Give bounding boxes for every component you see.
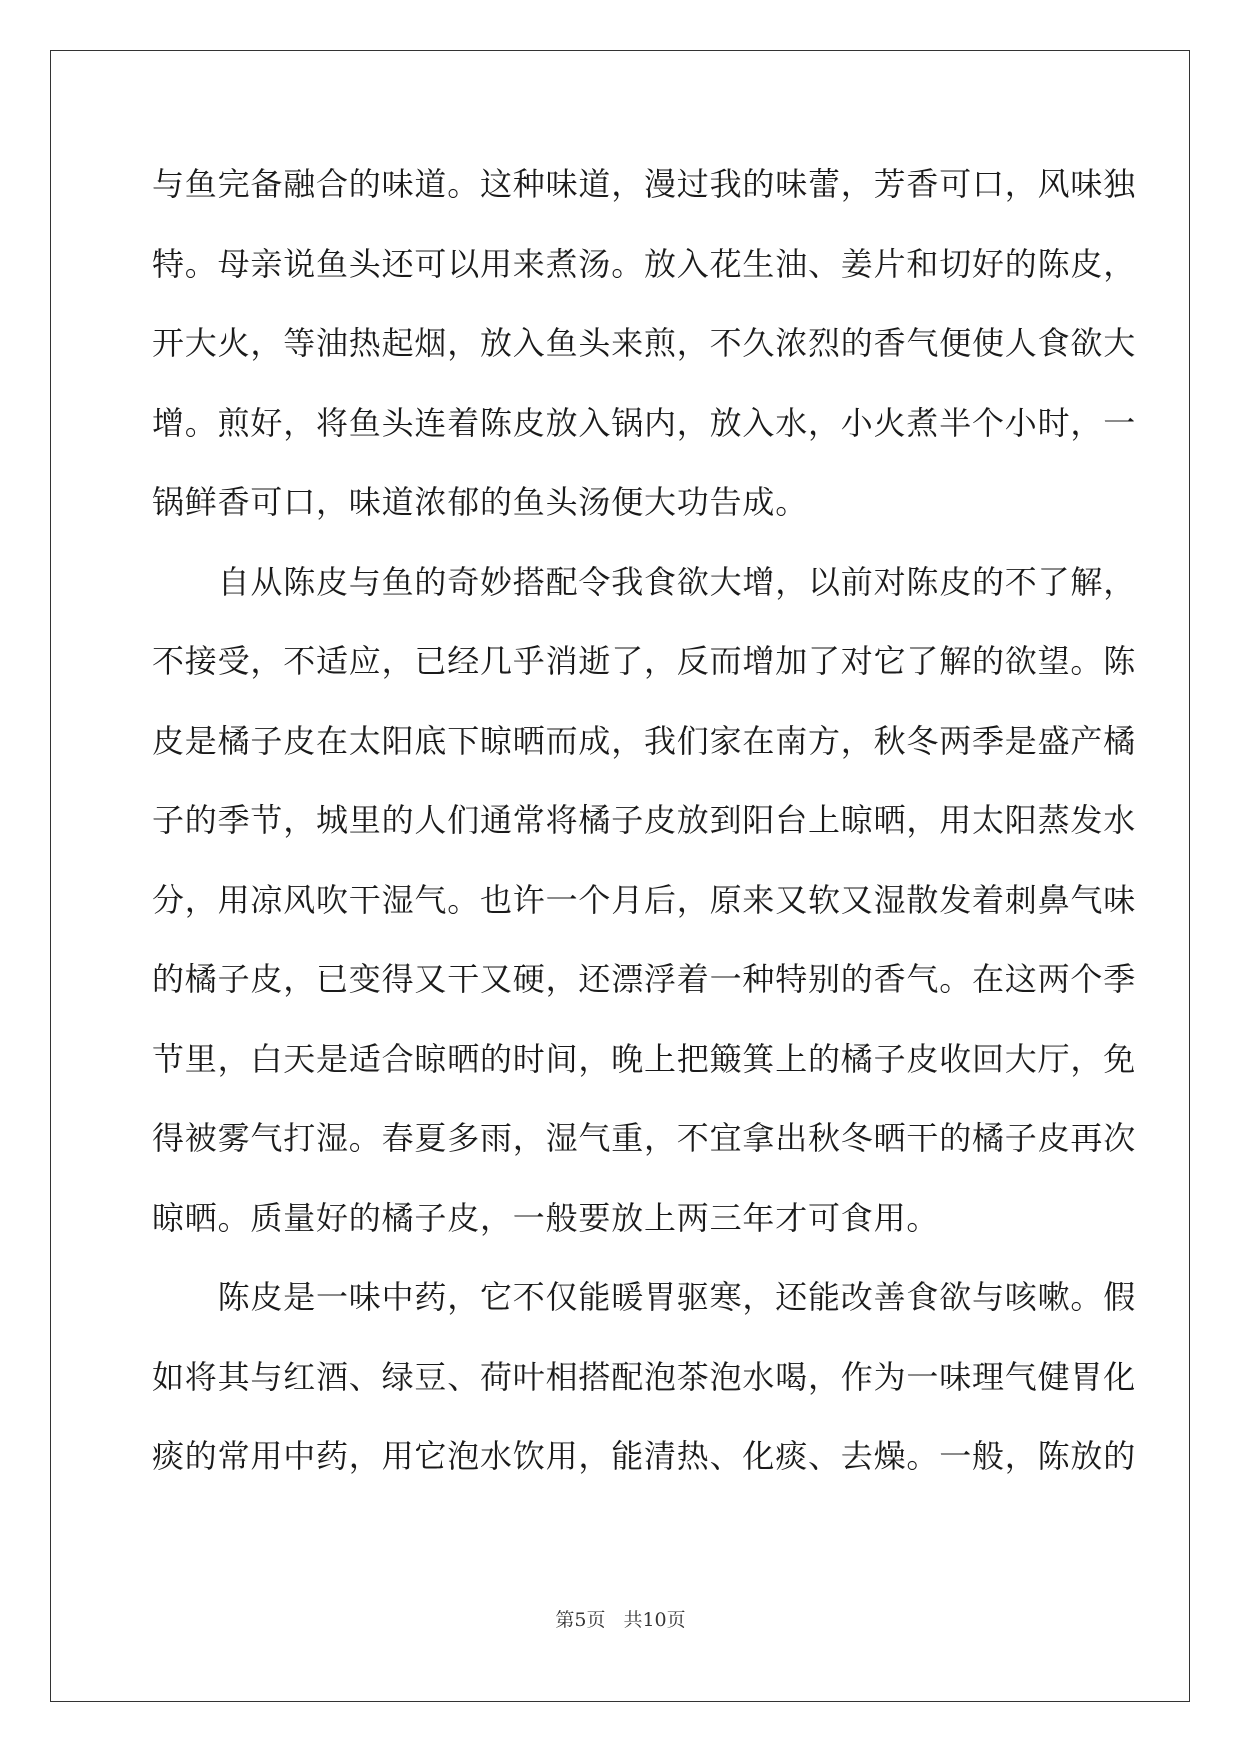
page-footer [0, 1605, 1241, 1632]
text-line: 晾晒。质量好的橘子皮，一般要放上两三年才可食用。 [152, 1198, 940, 1237]
text-line: 痰的常用中药，用它泡水饮用，能清热、化痰、去燥。一般，陈放的 [152, 1437, 1137, 1475]
text-line: 开大火，等油热起烟，放入鱼头来煎，不久浓烈的香气便使人食欲大 [152, 324, 1137, 362]
page-total: 共10页 [623, 1609, 686, 1631]
text-line: 锅鲜香可口，味道浓郁的鱼头汤便大功告成。 [152, 483, 809, 521]
text-line: 子的季节，城里的人们通常将橘子皮放到阳台上晾晒，用太阳蒸发水 [152, 801, 1137, 839]
text-line: 如将其与红酒、绿豆、荷叶相搭配泡茶泡水喝，作为一味理气健胃化 [152, 1357, 1137, 1396]
text-line: 自从陈皮与鱼的奇妙搭配令我食欲大增，以前对陈皮的不了解， [152, 562, 1137, 601]
document-body [152, 165, 1137, 1520]
page-number: 第5页 [555, 1609, 606, 1631]
text-line: 特。母亲说鱼头还可以用来煮汤。放入花生油、姜片和切好的陈皮， [152, 244, 1137, 283]
text-line: 节里，白天是适合晾晒的时间，晚上把簸箕上的橘子皮收回大厅，免 [152, 1039, 1137, 1078]
text-line: 的橘子皮，已变得又干又硬，还漂浮着一种特别的香气。在这两个季 [152, 960, 1137, 998]
text-line: 与鱼完备融合的味道。这种味道，漫过我的味蕾，芳香可口，风味独 [152, 165, 1137, 203]
text-line: 增。煎好，将鱼头连着陈皮放入锅内，放入水，小火煮半个小时，一 [152, 403, 1137, 442]
text-line: 陈皮是一味中药，它不仅能暖胃驱寒，还能改善食欲与咳嗽。假 [152, 1278, 1137, 1316]
text-line: 得被雾气打湿。春夏多雨，湿气重，不宜拿出秋冬晒干的橘子皮再次 [152, 1119, 1137, 1157]
text-line: 皮是橘子皮在太阳底下晾晒而成，我们家在南方，秋冬两季是盛产橘 [152, 721, 1137, 760]
text-line: 不接受，不适应，已经几乎消逝了，反而增加了对它了解的欲望。陈 [152, 642, 1137, 680]
text-line: 分，用凉风吹干湿气。也许一个月后，原来又软又湿散发着刺鼻气味 [152, 880, 1137, 919]
